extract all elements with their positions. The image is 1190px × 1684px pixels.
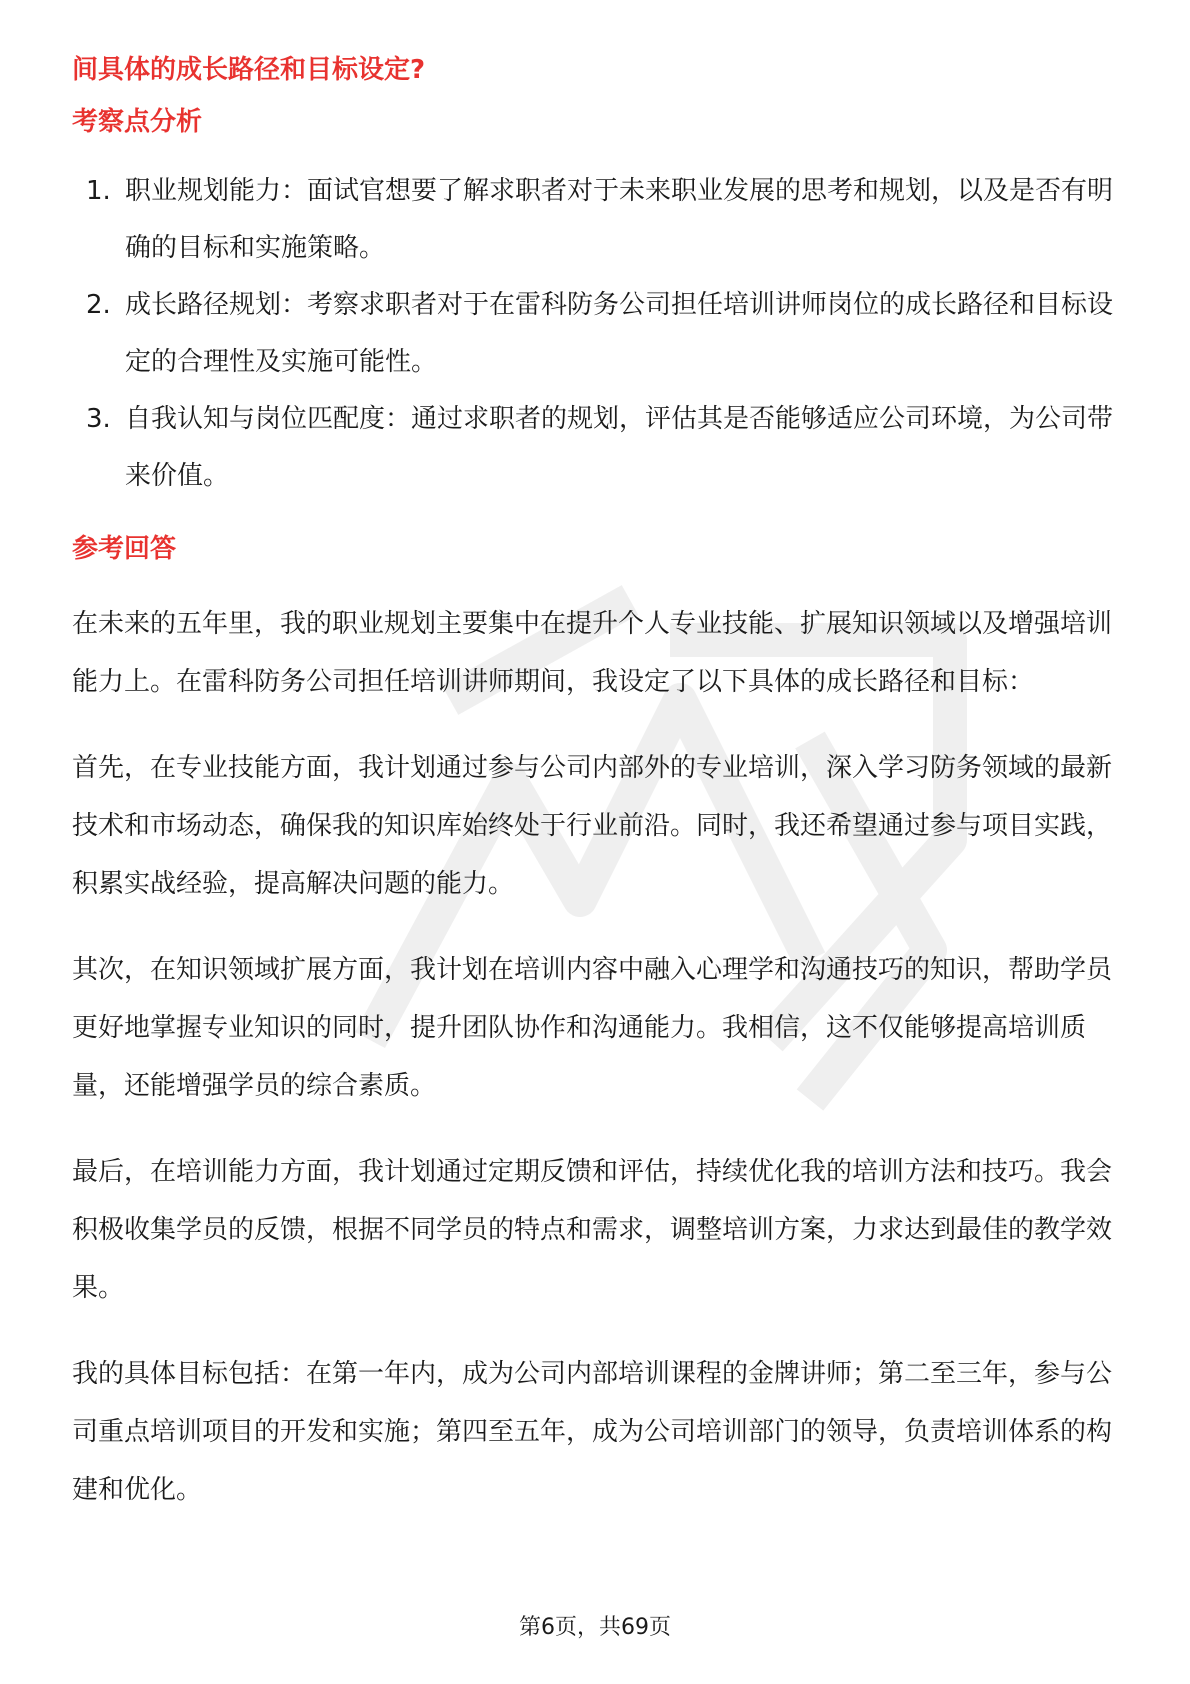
answer-paragraph: 最后，在培训能力方面，我计划通过定期反馈和评估，持续优化我的培训方法和技巧。我会积极收集学员的反馈，根据不同学员的特点和需求，调整培训方案，力求达到最佳的教学效果。 (72, 1157, 1113, 1304)
answer-paragraph: 我的具体目标包括：在第一年内，成为公司内部培训课程的金牌讲师；第二至三年，参与公司重点培训项目的开发和实施；第四至五年，成为公司培训部门的领导，负责培训体系的构建和优化。 (72, 1359, 1113, 1506)
analysis-item (72, 163, 1122, 277)
analysis-list (72, 163, 1122, 505)
analysis-item (72, 277, 1122, 391)
answer-paragraph: 首先，在专业技能方面，我计划通过参与公司内部外的专业培训，深入学习防务领域的最新技术和市场动态，确保我的知识库始终处于行业前沿。同时，我还希望通过参与项目实践，积累实战经验，提高解决问题的能力。 (72, 753, 1113, 900)
analysis-item-text: 职业规划能力：面试官想要了解求职者对于未来职业发展的思考和规划，以及是否有明确的目标和实施策略。 (125, 175, 1114, 263)
reference-section-title: 参考回答 (72, 533, 177, 564)
analysis-section-title: 考察点分析 (72, 107, 203, 138)
page-number: 第6页，共69页 (519, 1615, 671, 1640)
answer-paragraph: 其次，在知识领域扩展方面，我计划在培训内容中融入心理学和沟通技巧的知识，帮助学员更好地掌握专业知识的同时，提升团队协作和沟通能力。我相信，这不仅能够提高培训质量，还能增强学员的综合素质。 (72, 955, 1113, 1102)
document-content (72, 52, 1122, 1547)
question-title: 间具体的成长路径和目标设定? (72, 55, 426, 85)
analysis-item-number: 3. (86, 403, 111, 434)
answer-paragraph: 在未来的五年里，我的职业规划主要集中在提升个人专业技能、扩展知识领域以及增强培训能力上。在雷科防务公司担任培训讲师期间，我设定了以下具体的成长路径和目标： (72, 609, 1113, 698)
analysis-item-number: 1. (86, 175, 111, 206)
analysis-item (72, 391, 1122, 505)
analysis-item-text: 成长路径规划：考察求职者对于在雷科防务公司担任培训讲师岗位的成长路径和目标设定的合理性及实施可能性。 (125, 289, 1114, 377)
analysis-item-text: 自我认知与岗位匹配度：通过求职者的规划，评估其是否能够适应公司环境，为公司带来价值。 (125, 403, 1114, 491)
analysis-item-number: 2. (86, 289, 111, 320)
